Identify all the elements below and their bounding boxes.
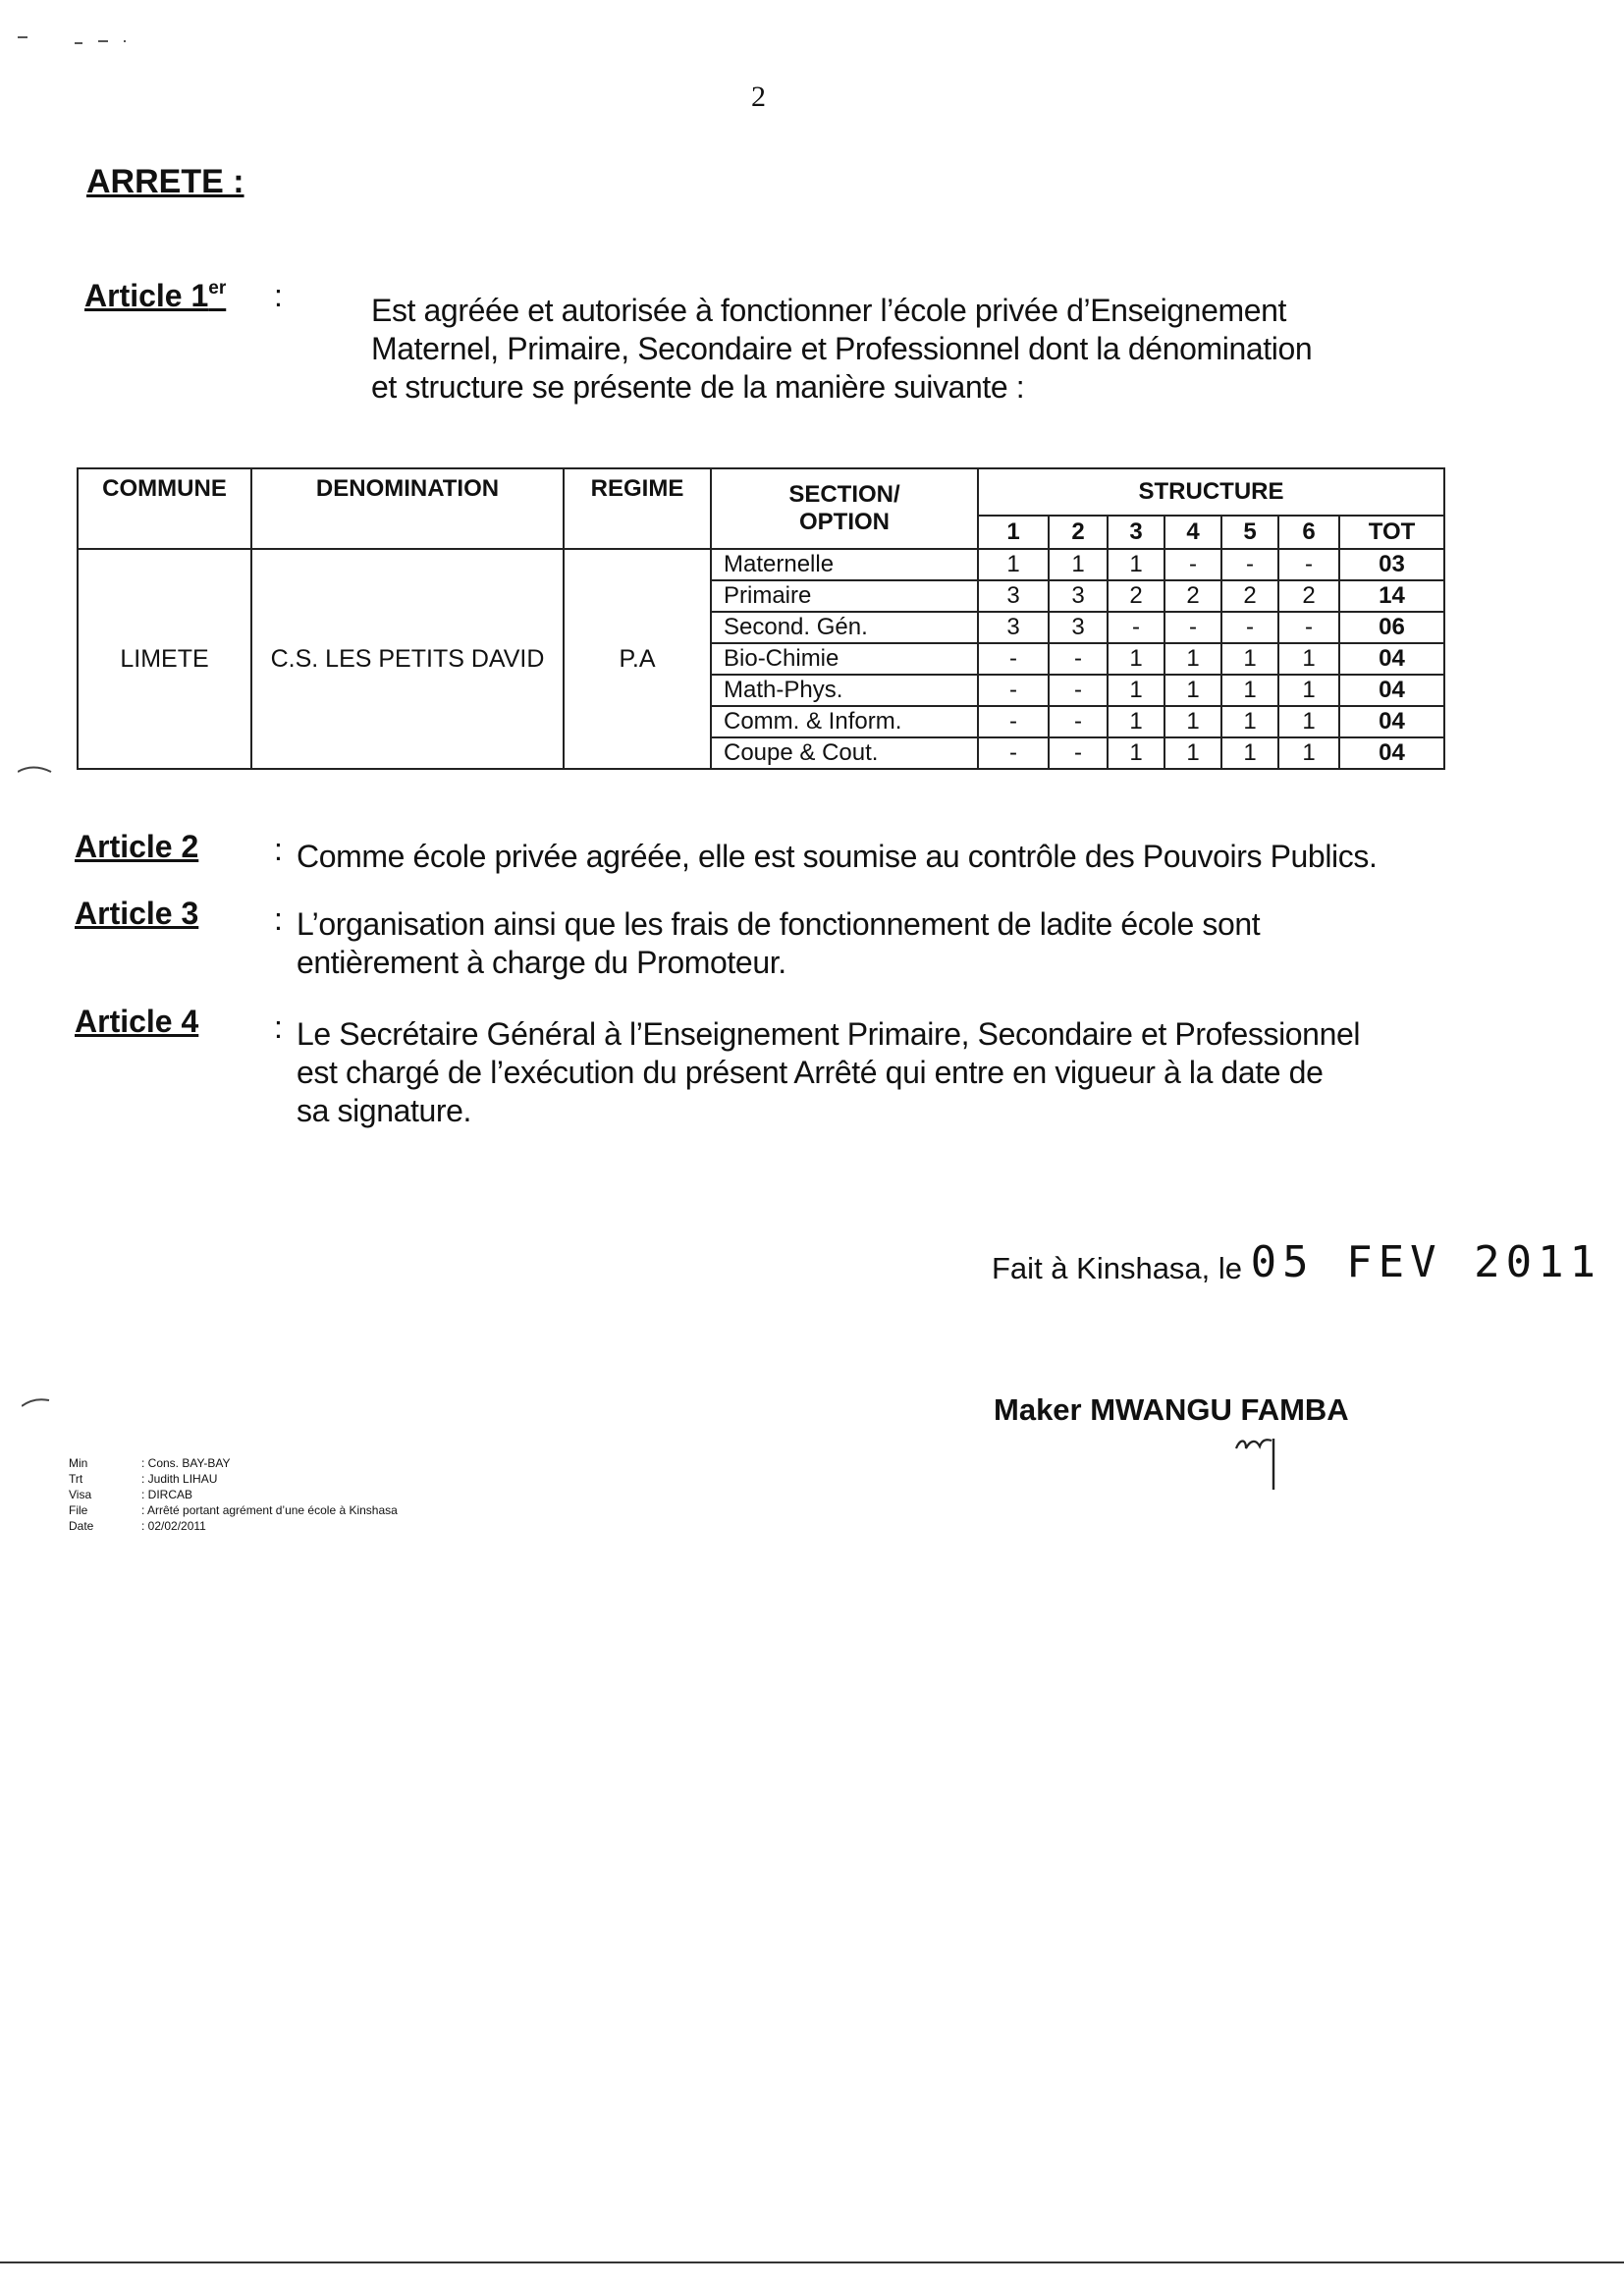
header-option: OPTION — [798, 509, 890, 535]
cell-value: 1 — [1049, 549, 1108, 580]
signature — [1232, 1429, 1291, 1498]
article-1-label-text: Article 1 — [84, 278, 209, 313]
cell-value: 1 — [1164, 643, 1221, 675]
article-2-label: Article 2 — [75, 829, 199, 864]
article-1-superscript: er — [208, 278, 227, 299]
cell-value: - — [1278, 612, 1339, 643]
cell-total: 14 — [1339, 580, 1444, 612]
article-2-text — [297, 838, 1377, 876]
header-col-5: 5 — [1221, 516, 1278, 549]
cell-option: Math-Phys. — [711, 675, 978, 706]
article-1-colon: : — [274, 278, 283, 313]
cell-regime: P.A — [564, 549, 711, 769]
article-4-line: est chargé de l’exécution du présent Arrêté qui entre en vigueur à la date de — [297, 1055, 1324, 1090]
article-4-line: Le Secrétaire Général à l’Enseignement Primaire, Secondaire et Professionnel — [297, 1016, 1361, 1052]
header-col-6: 6 — [1278, 516, 1339, 549]
footer-row — [69, 1502, 398, 1518]
cell-option: Maternelle — [711, 549, 978, 580]
footer-row — [69, 1471, 398, 1487]
article-4-line: sa signature. — [297, 1093, 472, 1128]
cell-value: 2 — [1164, 580, 1221, 612]
footer-value: : DIRCAB — [141, 1488, 193, 1501]
header-section: SECTION/ — [788, 481, 900, 508]
cell-value: - — [978, 706, 1049, 737]
cell-option: Primaire — [711, 580, 978, 612]
cell-value: - — [1221, 549, 1278, 580]
footer-key: Date — [69, 1519, 94, 1533]
header-col-1: 1 — [978, 516, 1049, 549]
header-col-2: 2 — [1049, 516, 1108, 549]
footer-value: : Judith LIHAU — [141, 1472, 218, 1486]
article-3-text — [297, 905, 1260, 982]
reference-footer — [69, 1455, 398, 1534]
page-number: 2 — [751, 81, 766, 113]
article-1-line: Est agréée et autorisée à fonctionner l’école privée d’Enseignement — [371, 293, 1287, 328]
cell-value: - — [1108, 612, 1164, 643]
cell-value: - — [1049, 643, 1108, 675]
footer-row — [69, 1487, 398, 1502]
footer-key: Visa — [69, 1488, 92, 1501]
footer-key: Trt — [69, 1472, 83, 1486]
article-4-colon: : — [274, 1009, 283, 1045]
cell-denomination: C.S. LES PETITS DAVID — [251, 549, 564, 769]
article-1-text — [371, 292, 1312, 407]
footer-row — [69, 1455, 398, 1471]
cell-total: 04 — [1339, 643, 1444, 675]
article-2-colon: : — [274, 832, 283, 867]
document-heading: ARRETE : — [86, 163, 244, 200]
stamped-date: 05 FEV 2011 — [1250, 1237, 1602, 1287]
cell-value: 1 — [1108, 549, 1164, 580]
cell-value: 1 — [1278, 675, 1339, 706]
table-row — [78, 549, 1444, 580]
cell-value: 3 — [978, 580, 1049, 612]
header-structure: STRUCTURE — [978, 468, 1444, 516]
cell-option: Bio-Chimie — [711, 643, 978, 675]
cell-value: 1 — [1164, 706, 1221, 737]
cell-value: 1 — [1108, 675, 1164, 706]
cell-value: 3 — [1049, 612, 1108, 643]
article-3-line: entièrement à charge du Promoteur. — [297, 945, 786, 980]
cell-total: 03 — [1339, 549, 1444, 580]
header-section-option — [711, 468, 978, 549]
place-and-date — [992, 1239, 1601, 1289]
article-1-line: et structure se présente de la manière suivante : — [371, 369, 1025, 405]
scan-mark — [18, 764, 61, 778]
article-2-line: Comme école privée agréée, elle est soumise au contrôle des Pouvoirs Publics. — [297, 839, 1378, 874]
cell-value: - — [1164, 549, 1221, 580]
cell-value: 1 — [1278, 643, 1339, 675]
article-3-label: Article 3 — [75, 896, 199, 931]
header-col-3: 3 — [1108, 516, 1164, 549]
article-3-colon: : — [274, 901, 283, 937]
cell-value: 1 — [1108, 737, 1164, 769]
cell-total: 06 — [1339, 612, 1444, 643]
cell-value: 3 — [978, 612, 1049, 643]
cell-value: - — [1278, 549, 1339, 580]
header-col-tot: TOT — [1339, 516, 1444, 549]
page-bottom-rule — [0, 2261, 1624, 2263]
signer-name: Maker MWANGU FAMBA — [994, 1392, 1349, 1427]
footer-value: : 02/02/2011 — [141, 1519, 206, 1533]
footer-key: Min — [69, 1456, 88, 1470]
cell-option: Coupe & Cout. — [711, 737, 978, 769]
cell-value: 1 — [1278, 737, 1339, 769]
header-denomination: DENOMINATION — [251, 468, 564, 549]
scan-mark — [18, 29, 126, 49]
cell-value: 2 — [1221, 580, 1278, 612]
cell-value: - — [978, 737, 1049, 769]
cell-value: 1 — [1278, 706, 1339, 737]
article-1-line: Maternel, Primaire, Secondaire et Professionnel dont la dénomination — [371, 331, 1313, 366]
cell-value: 1 — [1221, 706, 1278, 737]
structure-table — [77, 467, 1445, 770]
cell-value: 1 — [1108, 706, 1164, 737]
scan-mark — [22, 1396, 55, 1410]
cell-value: 2 — [1278, 580, 1339, 612]
footer-key: File — [69, 1503, 88, 1517]
cell-total: 04 — [1339, 675, 1444, 706]
cell-value: - — [1164, 612, 1221, 643]
article-4-label: Article 4 — [75, 1004, 199, 1039]
cell-value: 1 — [1221, 643, 1278, 675]
article-4-text — [297, 1015, 1360, 1130]
cell-option: Second. Gén. — [711, 612, 978, 643]
article-1-label — [84, 278, 226, 314]
cell-value: 1 — [978, 549, 1049, 580]
cell-value: 1 — [1221, 737, 1278, 769]
cell-total: 04 — [1339, 706, 1444, 737]
article-3-line: L’organisation ainsi que les frais de fonctionnement de ladite école sont — [297, 906, 1261, 942]
header-regime: REGIME — [564, 468, 711, 549]
cell-value: 1 — [1108, 643, 1164, 675]
cell-commune: LIMETE — [78, 549, 251, 769]
cell-value: 1 — [1164, 675, 1221, 706]
footer-row — [69, 1518, 398, 1534]
cell-value: - — [978, 675, 1049, 706]
place-text: Fait à Kinshasa, le — [992, 1251, 1243, 1285]
cell-total: 04 — [1339, 737, 1444, 769]
cell-value: 3 — [1049, 580, 1108, 612]
cell-value: 1 — [1221, 675, 1278, 706]
header-col-4: 4 — [1164, 516, 1221, 549]
footer-value: : Arrêté portant agrément d’une école à Kinshasa — [141, 1503, 398, 1517]
cell-value: 1 — [1164, 737, 1221, 769]
header-commune: COMMUNE — [78, 468, 251, 549]
cell-value: 2 — [1108, 580, 1164, 612]
cell-value: - — [1049, 675, 1108, 706]
cell-value: - — [1221, 612, 1278, 643]
cell-option: Comm. & Inform. — [711, 706, 978, 737]
cell-value: - — [1049, 737, 1108, 769]
footer-value: : Cons. BAY-BAY — [141, 1456, 231, 1470]
cell-value: - — [1049, 706, 1108, 737]
cell-value: - — [978, 643, 1049, 675]
